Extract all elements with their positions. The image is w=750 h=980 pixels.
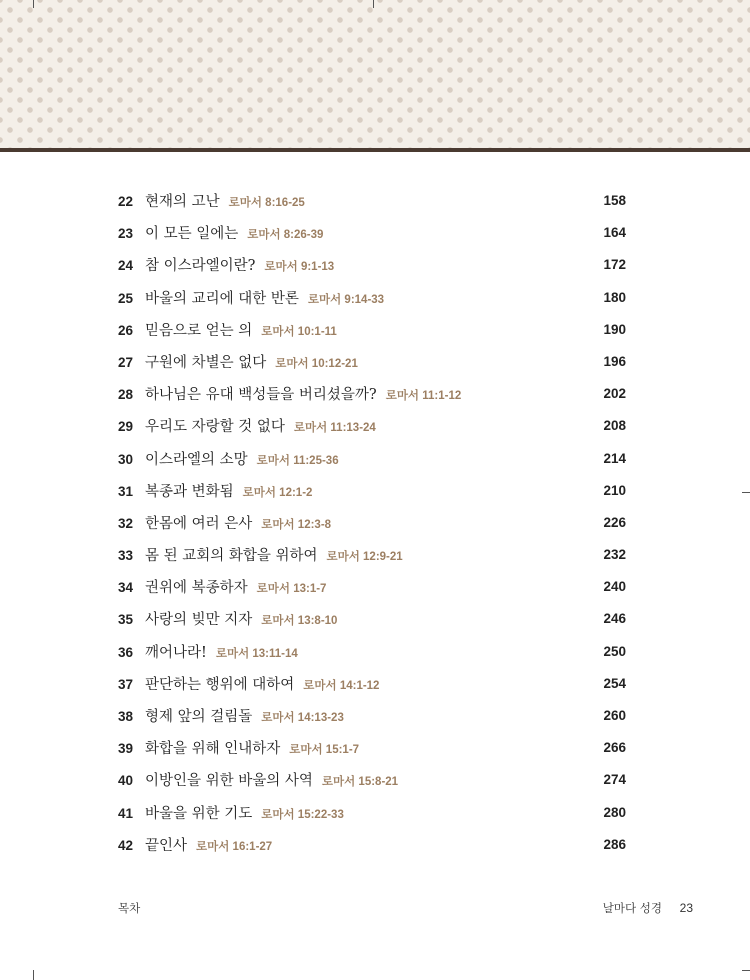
table-of-contents	[118, 185, 626, 861]
toc-entry-title: 깨어나라!	[145, 644, 207, 661]
toc-entry-scripture-ref: 로마서 15:22-33	[261, 808, 344, 821]
toc-entry	[118, 217, 626, 249]
toc-entry	[118, 603, 626, 635]
toc-entry-scripture-ref: 로마서 15:8-21	[321, 776, 399, 789]
toc-entry	[118, 249, 626, 281]
toc-entry-number: 27	[118, 354, 134, 370]
toc-entry-scripture-ref: 로마서 14:13-23	[261, 712, 344, 724]
toc-entry-page: 214	[603, 450, 626, 466]
toc-entry-number: 33	[118, 548, 134, 564]
toc-entry	[118, 764, 626, 796]
toc-entry-page: 240	[603, 579, 626, 595]
toc-entry-page: 246	[603, 611, 626, 627]
toc-entry-title: 이스라엘의 소망	[145, 451, 248, 468]
toc-entry-scripture-ref: 로마서 12:9-21	[326, 551, 403, 564]
dotted-header-band	[0, 0, 750, 148]
toc-entry	[118, 378, 626, 410]
toc-entry-scripture-ref: 로마서 14:1-12	[303, 679, 380, 692]
header-divider	[0, 148, 750, 152]
toc-entry-scripture-ref: 로마서 10:1-11	[261, 325, 337, 338]
toc-entry-number: 32	[118, 515, 134, 531]
toc-entry-title: 복종과 변화됨	[145, 483, 234, 500]
toc-entry	[118, 346, 626, 378]
footer-page-number: 23	[679, 901, 693, 915]
toc-entry-scripture-ref: 로마서 15:1-7	[289, 744, 360, 757]
toc-entry-page: 208	[603, 418, 626, 434]
toc-entry-title: 이 모든 일에는	[145, 226, 239, 243]
toc-entry-number: 38	[118, 709, 134, 724]
toc-entry	[118, 571, 626, 603]
toc-entry-title: 사랑의 빚만 지자	[145, 612, 253, 629]
toc-entry	[118, 410, 626, 442]
toc-entry	[118, 797, 626, 829]
toc-entry-number: 30	[118, 451, 134, 467]
toc-entry	[118, 668, 626, 700]
toc-entry-number: 23	[118, 226, 134, 242]
toc-entry	[118, 507, 626, 539]
toc-entry	[118, 185, 626, 217]
toc-entry-title: 구원에 차별은 없다	[145, 354, 267, 371]
toc-entry-scripture-ref: 로마서 12:1-2	[242, 486, 313, 499]
toc-entry-title: 바울의 교리에 대한 반론	[145, 290, 299, 307]
toc-entry-page: 172	[603, 257, 626, 273]
toc-entry-page: 180	[603, 289, 626, 305]
toc-entry-scripture-ref: 로마서 11:1-12	[385, 390, 462, 403]
toc-entry-number: 31	[118, 483, 134, 499]
toc-entry-page: 266	[603, 740, 626, 756]
toc-entry-scripture-ref: 로마서 12:3-8	[261, 518, 332, 531]
toc-entry-number: 28	[118, 387, 134, 403]
toc-entry-page: 280	[603, 804, 626, 820]
footer-section-label: 목차	[118, 901, 141, 915]
toc-entry-number: 22	[118, 194, 134, 209]
toc-entry-number: 36	[118, 644, 134, 660]
toc-entry	[118, 443, 626, 475]
toc-entry-number: 26	[118, 322, 134, 338]
toc-entry-title: 하나님은 유대 백성들을 버리셨을까?	[145, 387, 377, 404]
toc-entry-scripture-ref: 로마서 8:26-39	[247, 229, 324, 242]
footer-running-head	[603, 900, 693, 916]
toc-entry-page: 210	[603, 482, 626, 498]
toc-entry-scripture-ref: 로마서 9:1-13	[264, 261, 335, 274]
toc-entry-number: 40	[118, 773, 134, 789]
toc-entry-title: 권위에 복종하자	[145, 580, 248, 597]
toc-entry-scripture-ref: 로마서 8:16-25	[228, 197, 305, 209]
toc-entry-number: 39	[118, 741, 134, 757]
footer-book-title: 날마다 성경	[602, 901, 662, 915]
toc-entry-page: 250	[603, 643, 626, 659]
toc-entry-page: 158	[603, 193, 626, 208]
toc-entry-number: 24	[118, 258, 134, 274]
toc-entry-page: 232	[603, 547, 626, 563]
toc-entry-page: 202	[603, 386, 626, 402]
toc-entry-title: 우리도 자랑할 것 없다	[145, 419, 285, 436]
toc-entry-page: 260	[603, 708, 626, 723]
toc-entry-title: 믿음으로 얻는 의	[145, 322, 253, 339]
crop-mark	[373, 0, 374, 8]
toc-entry-number: 42	[118, 837, 134, 853]
toc-entry-page: 286	[603, 836, 626, 852]
toc-entry-scripture-ref: 로마서 13:1-7	[256, 583, 327, 596]
toc-entry-number: 37	[118, 676, 134, 692]
crop-mark	[33, 970, 34, 980]
toc-entry-title: 이방인을 위한 바울의 사역	[145, 773, 313, 790]
toc-entry	[118, 314, 626, 346]
toc-entry-page: 164	[603, 225, 626, 241]
toc-entry	[118, 539, 626, 571]
toc-entry-number: 35	[118, 612, 134, 628]
toc-entry-page: 226	[603, 514, 626, 530]
toc-entry-title: 끝인사	[145, 837, 188, 854]
crop-mark	[742, 492, 750, 493]
toc-entry	[118, 700, 626, 732]
toc-entry	[118, 475, 626, 507]
toc-entry-page: 254	[603, 675, 626, 691]
toc-entry-title: 몸 된 교회의 화합을 위하여	[145, 548, 318, 565]
toc-entry-title: 참 이스라엘이란?	[145, 258, 256, 275]
toc-entry-title: 한몸에 여러 은사	[145, 515, 253, 532]
toc-entry-scripture-ref: 로마서 13:8-10	[261, 615, 338, 628]
toc-entry	[118, 282, 626, 314]
toc-entry-title: 화합을 위해 인내하자	[145, 741, 281, 758]
toc-entry-scripture-ref: 로마서 11:25-36	[256, 454, 339, 467]
toc-entry-page: 190	[603, 321, 626, 337]
toc-entry-scripture-ref: 로마서 9:14-33	[307, 293, 385, 306]
crop-mark	[742, 970, 750, 971]
toc-entry-scripture-ref: 로마서 16:1-27	[196, 840, 273, 853]
toc-entry-scripture-ref: 로마서 10:12-21	[275, 357, 358, 370]
crop-mark	[33, 0, 34, 8]
toc-entry-title: 바울을 위한 기도	[145, 805, 253, 822]
toc-entry-page: 196	[603, 353, 626, 369]
toc-entry-number: 34	[118, 580, 134, 596]
toc-entry-number: 25	[118, 290, 134, 306]
toc-entry-page: 274	[603, 772, 626, 788]
toc-entry-number: 29	[118, 419, 134, 435]
toc-entry	[118, 732, 626, 764]
toc-entry	[118, 636, 626, 668]
toc-entry-number: 41	[118, 805, 134, 821]
toc-entry-title: 현재의 고난	[145, 194, 220, 210]
toc-entry-scripture-ref: 로마서 11:13-24	[293, 422, 376, 435]
toc-entry	[118, 829, 626, 861]
toc-entry-title: 형제 앞의 걸림돌	[145, 709, 253, 725]
toc-entry-scripture-ref: 로마서 13:11-14	[215, 647, 298, 660]
toc-entry-title: 판단하는 행위에 대하여	[145, 676, 295, 693]
